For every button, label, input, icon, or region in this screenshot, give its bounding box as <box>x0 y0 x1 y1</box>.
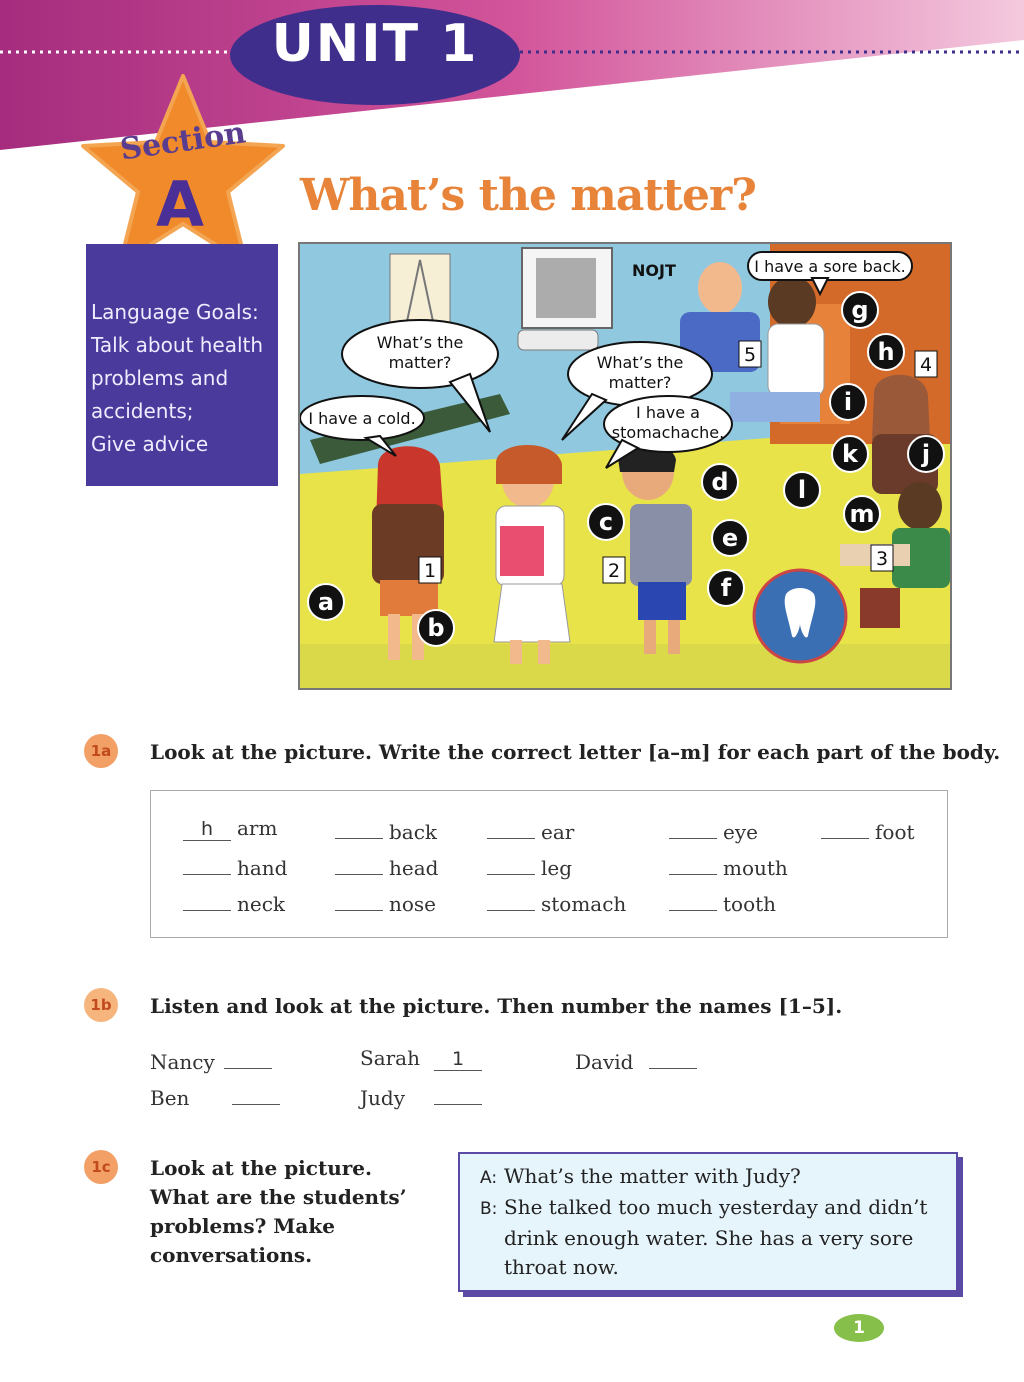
marker-i <box>830 384 866 420</box>
character-number-1 <box>419 557 441 583</box>
student-name: Sarah <box>360 1046 420 1070</box>
answer-blank[interactable] <box>335 816 383 839</box>
character-number-4 <box>915 351 937 377</box>
instruction-line: conversations. <box>150 1243 313 1267</box>
clinic-scene <box>300 244 950 688</box>
character-number-2 <box>603 557 625 583</box>
name-item <box>150 1046 278 1074</box>
bubble-text: matter? <box>388 353 452 372</box>
marker-h <box>868 334 904 370</box>
bubble-text: What’s the <box>596 353 684 372</box>
goals-line: Give advice <box>91 432 209 456</box>
exercise-1c-instruction <box>150 1154 407 1270</box>
student-name: Nancy <box>150 1050 215 1074</box>
body-part-word: nose <box>389 892 437 916</box>
name-item <box>150 1082 286 1110</box>
exercise-1a-instruction: Look at the picture. Write the correct letter [a–m] for each part of the body. <box>150 740 1001 764</box>
body-part-item <box>487 816 574 844</box>
page-title: What’s the matter? <box>300 170 756 221</box>
page-number: 1 <box>834 1314 884 1342</box>
character-number-5 <box>739 341 761 367</box>
body-part-item <box>335 888 436 916</box>
marker-b <box>418 610 454 646</box>
answer-blank[interactable] <box>335 852 383 875</box>
goals-line: Language Goals: <box>91 300 259 324</box>
unit-title: UNIT 1 <box>271 14 479 74</box>
marker-letter: f <box>720 574 732 602</box>
body-part-word: eye <box>723 820 758 844</box>
marker-letter: h <box>877 338 895 366</box>
marker-g <box>842 292 878 328</box>
body-part-item <box>487 852 572 880</box>
clinic-illustration <box>298 242 952 690</box>
marker-letter: a <box>317 588 335 616</box>
exercise-1b-badge: 1b <box>84 988 118 1022</box>
marker-letter: k <box>842 440 858 468</box>
answer-blank[interactable] <box>335 888 383 911</box>
name-item <box>575 1046 703 1074</box>
answer-blank[interactable] <box>821 816 869 839</box>
exercise-1c-badge: 1c <box>84 1150 118 1184</box>
marker-l <box>784 472 820 508</box>
body-part-word: mouth <box>723 856 788 880</box>
language-goals-box <box>86 244 278 486</box>
exercise-1a-badge: 1a <box>84 734 118 768</box>
section-label: Section <box>118 115 248 168</box>
sample-conversation-box <box>458 1152 958 1292</box>
answer-blank[interactable] <box>669 888 717 911</box>
body-part-item <box>183 852 288 880</box>
name-item <box>360 1082 488 1110</box>
marker-m <box>844 496 880 532</box>
line-b-cont: throat now. <box>504 1255 619 1279</box>
character-number-text: 4 <box>919 354 933 376</box>
character-number-text: 1 <box>423 560 437 582</box>
goals-line: Talk about health <box>91 333 264 357</box>
student-name: Ben <box>150 1086 190 1110</box>
number-blank[interactable] <box>434 1082 482 1105</box>
body-part-item <box>487 888 626 916</box>
section-letter: A <box>156 168 204 241</box>
bubble-text: I have a cold. <box>308 409 416 428</box>
number-blank[interactable] <box>224 1046 272 1069</box>
answer-blank[interactable] <box>183 852 231 875</box>
body-part-item <box>821 816 915 844</box>
student-name: Judy <box>360 1086 405 1110</box>
marker-d <box>702 464 738 500</box>
marker-letter: j <box>921 440 931 468</box>
line-a: What’s the matter with Judy? <box>504 1164 801 1188</box>
body-part-word: leg <box>541 856 573 880</box>
body-part-item <box>335 816 437 844</box>
body-part-word: ear <box>541 820 575 844</box>
body-part-word: arm <box>237 816 278 840</box>
answer-blank[interactable] <box>669 816 717 839</box>
marker-letter: b <box>427 614 445 642</box>
answer-blank[interactable] <box>487 888 535 911</box>
exercise-1b-instruction: Listen and look at the picture. Then number the names [1–5]. <box>150 994 843 1018</box>
body-part-word: back <box>389 820 438 844</box>
number-blank[interactable]: 1 <box>434 1048 482 1071</box>
body-part-item <box>335 852 438 880</box>
bubble-text: What’s the <box>376 333 464 352</box>
marker-k <box>832 436 868 472</box>
marker-c <box>588 504 624 540</box>
body-part-item <box>183 888 285 916</box>
marker-letter: e <box>721 524 739 552</box>
marker-f <box>708 570 744 606</box>
student-name: David <box>575 1050 634 1074</box>
answer-blank[interactable] <box>669 852 717 875</box>
bubble-text: I have a <box>636 403 700 422</box>
character-number-text: 3 <box>875 548 889 570</box>
body-part-item <box>669 816 758 844</box>
answer-blank[interactable] <box>487 852 535 875</box>
body-part-word: stomach <box>541 892 627 916</box>
marker-letter: l <box>797 476 807 504</box>
answer-blank[interactable]: h <box>183 818 231 841</box>
instruction-line: Look at the picture. <box>150 1156 372 1180</box>
body-part-word: foot <box>875 820 915 844</box>
instruction-line: What are the students’ <box>150 1185 407 1209</box>
answer-blank[interactable] <box>487 816 535 839</box>
marker-letter: c <box>598 508 614 536</box>
speaker-b: B: <box>480 1199 498 1219</box>
marker-j <box>908 436 944 472</box>
goals-line: problems and <box>91 366 229 390</box>
marker-e <box>712 520 748 556</box>
character-number-3 <box>871 545 893 571</box>
body-part-word: neck <box>237 892 286 916</box>
bubble-text: I have a sore back. <box>754 257 906 276</box>
answer-blank[interactable] <box>183 888 231 911</box>
number-blank[interactable] <box>649 1046 697 1069</box>
body-part-word: tooth <box>723 892 777 916</box>
body-part-item <box>183 816 277 841</box>
instruction-line: problems? Make <box>150 1214 335 1238</box>
marker-letter: m <box>849 500 875 528</box>
name-item <box>360 1046 488 1071</box>
speaker-a: A: <box>480 1168 498 1188</box>
body-part-word: head <box>389 856 439 880</box>
body-part-item <box>669 852 788 880</box>
body-part-item <box>669 888 776 916</box>
body-part-word: hand <box>237 856 288 880</box>
marker-a <box>308 584 344 620</box>
character-number-text: 2 <box>607 560 621 582</box>
line-b: She talked too much yesterday and didn’t <box>504 1195 928 1219</box>
character-number-text: 5 <box>743 344 757 366</box>
bubble-text: matter? <box>608 373 672 392</box>
number-blank[interactable] <box>232 1082 280 1105</box>
marker-letter: i <box>843 388 853 416</box>
eye-chart-text: NOJT <box>632 261 676 280</box>
marker-letter: g <box>851 296 869 324</box>
marker-letter: d <box>711 468 729 496</box>
goals-line: accidents; <box>91 399 194 423</box>
line-b-cont: drink enough water. She has a very sore <box>504 1226 914 1250</box>
bubble-text: stomachache. <box>611 423 725 442</box>
